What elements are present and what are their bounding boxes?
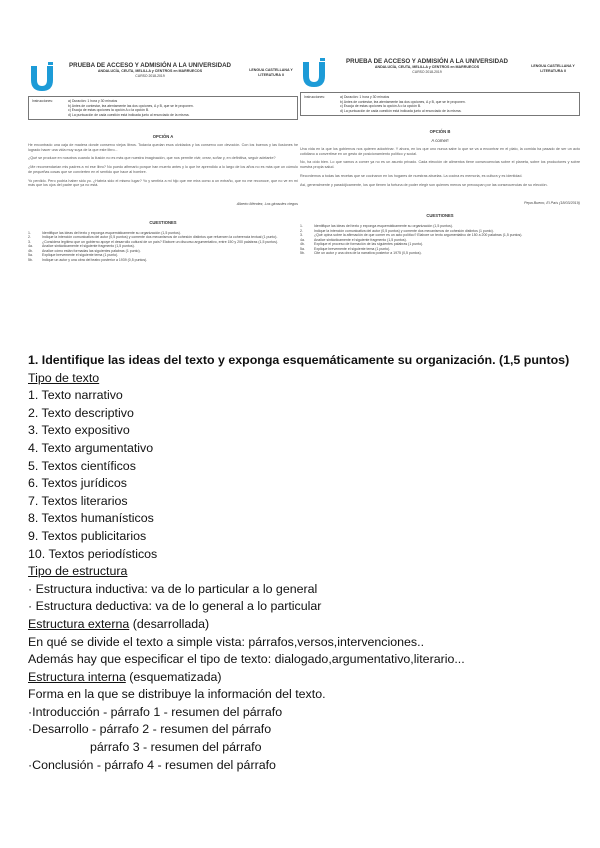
exam-sheet-option-a (28, 62, 298, 338)
question-item: 5a. Explique brevemente el siguiente tema (1 punto). (300, 246, 391, 251)
questions-heading: CUESTIONES (426, 213, 454, 219)
option-heading: OPCIÓN A (152, 134, 174, 139)
text-paragraph: No, ha oído bien. Lo que vamos a comer ya no es un asunto privado. Cada elección de alimentos tiene consecuencias sobre el planeta, sobre los productores y sobre nuestra propia salud. (300, 160, 580, 170)
instruction-line: a) Duración: 1 hora y 30 minutos (340, 95, 390, 99)
list-item: 5. Textos científicos (28, 458, 136, 473)
text-paragraph: Así, generalmente y paradójicamente, los que tienen la fortuna de poder elegir son quienes menos se preocupan por las consecuencias de su elección. (300, 182, 548, 187)
exam-region: ANDALUCÍA, CEUTA, MELILLA y CENTROS en MARRUECOS (97, 69, 203, 74)
exam-header (28, 62, 298, 92)
university-logo-icon (300, 58, 328, 88)
instruction-line: c) Escoja de estas opciones la opción A o la opción B. (68, 108, 150, 112)
exam-sheet-option-b (300, 58, 580, 348)
section-title-tipo-texto: Tipo de texto (28, 370, 100, 385)
exam-region: ANDALUCÍA, CEUTA, MELILLA y CENTROS en MARRUECOS (374, 65, 480, 70)
list-item: ·Conclusión - párrafo 4 - resumen del párrafo (28, 757, 276, 772)
question-item: 1. Identifique las ideas del texto y exponga esquemáticamente su organización (1,5 puntos). (300, 224, 453, 229)
instructions-box (28, 96, 298, 120)
question-item: 2. Indique la intención comunicativa del autor (0,5 puntos) y comente dos mecanismos de cohesión distintos (1 punto). (300, 228, 494, 233)
exam-title: PRUEBA DE ACCESO Y ADMISIÓN A LA UNIVERSIDAD (345, 58, 509, 65)
instructions-box (300, 92, 580, 116)
list-item: 8. Textos humanísticos (28, 511, 154, 526)
text-author: Alberto Méndez, Los girasoles ciegos (236, 201, 298, 206)
list-item: ·Introducción - párrafo 1 - resumen del párrafo (28, 704, 283, 719)
text-line: Forma en la que se distribuye la información del texto. (28, 687, 326, 702)
question-item: 4b. Explique el proceso de formación de las siguientes palabras (1 punto). (300, 242, 424, 247)
question-item: 4a. Analice sintácticamente el siguiente fragmento (1,5 puntos). (28, 244, 135, 249)
exam-title: PRUEBA DE ACCESO Y ADMISIÓN A LA UNIVERSIDAD (68, 62, 232, 69)
exam-course: CURSO 2018-2019 (412, 70, 442, 75)
questions-list (28, 231, 298, 263)
question-item: 2. Indique la intención comunicativa del autor (0,5 puntos) y comente dos mecanismos de cohesión distintos que refuercen la coherencia textual (1 punto). (28, 235, 278, 240)
instruction-line: c) Escoja de estas opciones la opción A o la opción B. (340, 104, 422, 108)
exam-header (300, 58, 580, 88)
list-item: 2. Texto descriptivo (28, 405, 134, 420)
text-line: En qué se divide el texto a simple vista: párrafos,versos,intervenciones.. (28, 634, 425, 649)
text-paragraph: ¿Qué se produce en nosotros cuando la ilusión no es más que nuestra imaginación, que nos permite vivir, crear, soñar y, en definitiva, seguir adelante? (28, 156, 276, 161)
list-item: ·Desarrollo - párrafo 2 - resumen del párrafo (28, 722, 272, 737)
section-title-externa: Estructura externa (desarrollada) (28, 616, 210, 631)
text-line: Además hay que especificar el tipo de texto: dialogado,argumentativo,literario... (28, 652, 465, 667)
questions-list (300, 224, 580, 256)
instruction-line: d) La puntuación de cada cuestión está indicada junto al enunciado de la misma. (340, 108, 462, 113)
section-title-interna: Estructura interna (esquematizada) (28, 669, 222, 684)
instructions-label: Instrucciones: (32, 99, 53, 103)
instruction-line: a) Duración: 1 hora y 30 minutos (68, 99, 118, 103)
text-author: Pepa Bueno, El País (18/03/2019) (524, 201, 580, 206)
list-item: 10. Textos periodísticos (28, 546, 158, 561)
question-item: 3. ¿Considera legítimo que un gobierno apoye el desarrollo cultural de un país? Elabore un discurso argumentativo, entre 150 y 200 palabras (1,5 puntos). (28, 239, 279, 244)
instruction-line: d) La puntuación de cada cuestión está indicada junto al enunciado de la misma. (68, 112, 190, 117)
question-item: 5a. Explique brevemente el siguiente tema (1 punto). (28, 253, 119, 258)
list-item: 7. Textos literarios (28, 493, 128, 508)
text-paragraph: ¿Me recomendarían mis padres a mí ese libro? No puedo afirmarlo porque han muerto antes y lo que he aprendido a lo largo de los años no es más que un cúmulo de pequeñas cosas que se convierten en el sentido que hace al hombre. (28, 165, 298, 174)
notes-heading: 1. Identifique las ideas del texto y exponga esquemáticamente su organización. (1,5 puntos) (28, 353, 570, 367)
section-title-tipo-estructura: Tipo de estructura (28, 564, 128, 579)
list-item: párrafo 3 - resumen del párrafo (90, 740, 262, 755)
question-item: 1. Identifique las ideas del texto y exponga esquemáticamente su organización (1,5 puntos). (28, 230, 181, 235)
exam-subject: LENGUA CASTELLANA Y LITERATURA II (531, 64, 575, 73)
instructions-label: Instrucciones: (304, 95, 325, 99)
list-item: 1. Texto narrativo (28, 388, 123, 403)
text-subtitle: A comer! (431, 138, 449, 143)
exam-subject: LENGUA CASTELLANA Y LITERATURA II (249, 68, 293, 77)
question-item: 4a. Analice sintácticamente el siguiente fragmento (1,5 puntos). (300, 237, 407, 242)
option-heading: OPCIÓN B (429, 129, 451, 134)
text-paragraph: Recordemos a todas las recetas que se cocinaron en los hogares de nuestras abuelas. La cocina es memoria, es cultura y es identidad. (300, 173, 523, 178)
list-item: 6. Textos jurídicos (28, 476, 127, 491)
text-paragraph: Yo perdido. Pero podría haber sido yo. ¿Habría sido el mismo lugar? Yo y sentiría a mi hijo que me mira como a un extraño, que no me reconoce, que no ve en mí más que los ojos del padre que ya no está. (28, 178, 298, 188)
exam-course: CURSO 2018-2019 (135, 74, 165, 79)
university-logo-icon (28, 62, 56, 92)
question-item: 5b. Indique un autor y una obra del teatro posterior a 1939 (0,5 puntos). (28, 257, 148, 262)
instruction-line: b) Antes de contestar, lea atentamente las dos opciones, A y B, que se le proponen. (340, 99, 466, 104)
question-item: 5b. Cite un autor y una obra de la narrativa posterior a 1975 (0,5 puntos). (300, 251, 422, 256)
questions-heading: CUESTIONES (149, 219, 177, 225)
list-item: · Estructura inductiva: va de lo particular a lo general (28, 581, 318, 596)
question-item: 4b. Analice cómo están formadas las siguientes palabras (1 punto). (28, 248, 141, 253)
study-notes (28, 352, 588, 774)
question-item: 3. ¿Qué opina sobre la afirmación de que comer es un acto político? Elabore un texto argumentativo de 150 a 200 palabras (1,5 puntos). (300, 233, 523, 238)
text-paragraph: He encontrado una caja de madera donde conservo viejos libros. Todavía quedan esos olvidados y los conservo con devoción. Con los buenos y las ilusiones he logrado hacer una vida muy suya de la que este libro... (28, 143, 298, 152)
list-item: 9. Textos publicitarios (28, 528, 147, 543)
list-item: 3. Texto expositivo (28, 423, 130, 438)
list-item: 4. Texto argumentativo (28, 440, 154, 455)
text-paragraph: Una vida en la que los gobiernos nos quieren adoctrinar. Y ahora, en los que uno nunca sabe lo que se va a encontrar en el plato, la comida ha pasado de ser un acto cotidiano a convertirse en un gesto de posicionamiento político y social. (300, 147, 580, 156)
list-item: · Estructura deductiva: va de lo general a lo particular (28, 599, 322, 614)
instruction-line: b) Antes de contestar, lea atentamente las dos opciones, A y B, que se le proponen. (68, 103, 194, 108)
